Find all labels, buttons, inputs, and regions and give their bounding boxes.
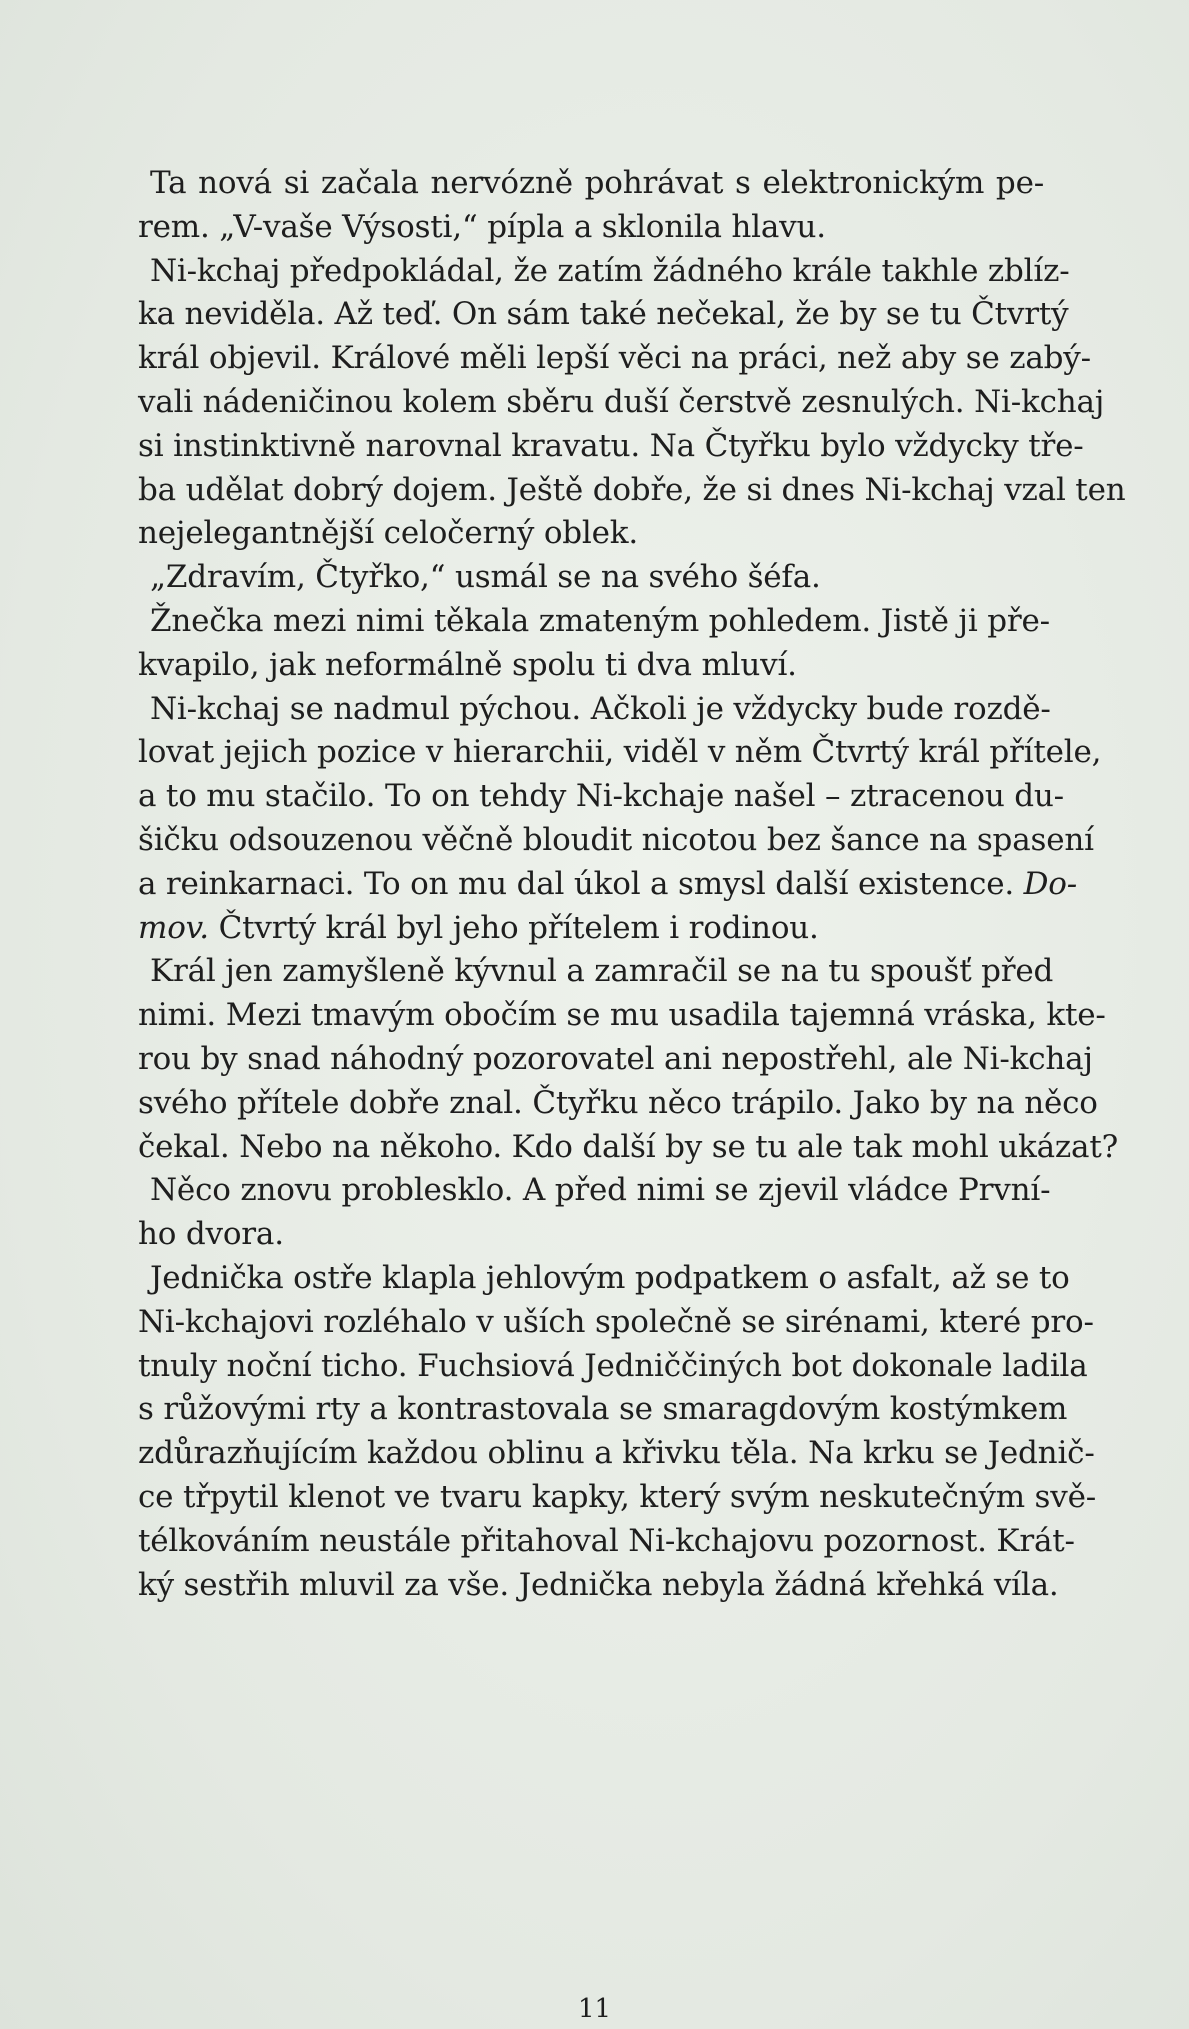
text-line: tnuly noční ticho. Fuchsiová Jedniččiných bot dokonale ladila — [138, 1347, 1088, 1384]
text-line: nejelegantnější celočerný oblek. — [138, 515, 639, 552]
text-line: ho dvora. — [138, 1216, 284, 1253]
text-line: Něco znovu problesklo. A před nimi se zjevil vládce První- — [150, 1172, 1051, 1209]
text-line: ba udělat dobrý dojem. Ještě dobře, že si dnes Ni-kchaj vzal ten — [138, 471, 1126, 508]
text-line: Ta nová si začala nervózně pohrávat s elektronickým pe- — [150, 165, 1044, 201]
text-line: Ni-kchajovi rozléhalo v uších společně se sirénami, které pro- — [138, 1303, 1094, 1340]
text-line: zdůrazňujícím každou oblinu a křivku těla. Na krku se Jednič- — [138, 1435, 1095, 1472]
text-line: ký sestřih mluvil za vše. Jednička nebyla žádná křehká víla. — [138, 1566, 1059, 1603]
text-line: télkováním neustále přitahoval Ni-kchajovu pozornost. Krát- — [138, 1522, 1075, 1559]
text-line: král objevil. Králové měli lepší věci na práci, než aby se zabý- — [138, 340, 1091, 377]
text-line: čekal. Nebo na někoho. Kdo další by se tu ale tak mohl ukázat? — [138, 1128, 1119, 1165]
text-line: svého přítele dobře znal. Čtyřku něco trápilo. Jako by na něco — [138, 1084, 1098, 1121]
italic-word: mov. — [138, 909, 209, 946]
text-line: a reinkarnaci. To on mu dal úkol a smysl další existence. Do- — [138, 865, 1078, 902]
text-line: si instinktivně narovnal kravatu. Na Čtyřku bylo vždycky tře- — [138, 427, 1084, 464]
text-line: nimi. Mezi tmavým obočím se mu usadila tajemná vráska, kte- — [138, 997, 1106, 1034]
page-number: 11 — [577, 1994, 612, 2024]
text-line: Jednička ostře klapla jehlovým podpatkem o asfalt, až se to — [150, 1259, 1070, 1296]
text-line: rou by snad náhodný pozorovatel ani nepostřehl, ale Ni-kchaj — [138, 1040, 1093, 1077]
text-line: rem. „V-vaše Výsosti,“ pípla a sklonila hlavu. — [138, 208, 826, 245]
text-line: Král jen zamyšleně kývnul a zamračil se na tu spoušť před — [150, 953, 1054, 990]
text-line: a to mu stačilo. To on tehdy Ni-kchaje našel – ztracenou du- — [138, 778, 1064, 815]
text-line: ce třpytil klenot ve tvaru kapky, který svým neskutečným svě- — [138, 1478, 1096, 1515]
text-line: Žnečka mezi nimi těkala zmateným pohledem. Jistě ji pře- — [150, 602, 1050, 639]
text-line: „Zdravím, Čtyřko,“ usmál se na svého šéfa. — [150, 559, 821, 596]
italic-word: Do- — [1023, 865, 1078, 902]
text-line: mov. Čtvrtý král byl jeho přítelem i rodinou. — [138, 909, 819, 946]
text-line: s růžovými rty a kontrastovala se smaragdovým kostýmkem — [138, 1391, 1068, 1428]
text-line: vali nádeničinou kolem sběru duší čerstvě zesnulých. Ni-kchaj — [138, 383, 1105, 420]
text-line: kvapilo, jak neformálně spolu ti dva mluví. — [138, 646, 797, 683]
body-text — [138, 162, 1126, 1607]
text-line: lovat jejich pozice v hierarchii, viděl v něm Čtvrtý král přítele, — [138, 734, 1102, 771]
text-line: ka neviděla. Až teď. On sám také nečekal, že by se tu Čtvrtý — [138, 296, 1069, 333]
text-line: Ni-kchaj se nadmul pýchou. Ačkoli je vždycky bude rozdě- — [150, 690, 1051, 727]
text-line: šičku odsouzenou věčně bloudit nicotou bez šance na spasení — [138, 821, 1094, 858]
text-line: Ni-kchaj předpokládal, že zatím žádného krále takhle zblíz- — [150, 252, 1070, 289]
